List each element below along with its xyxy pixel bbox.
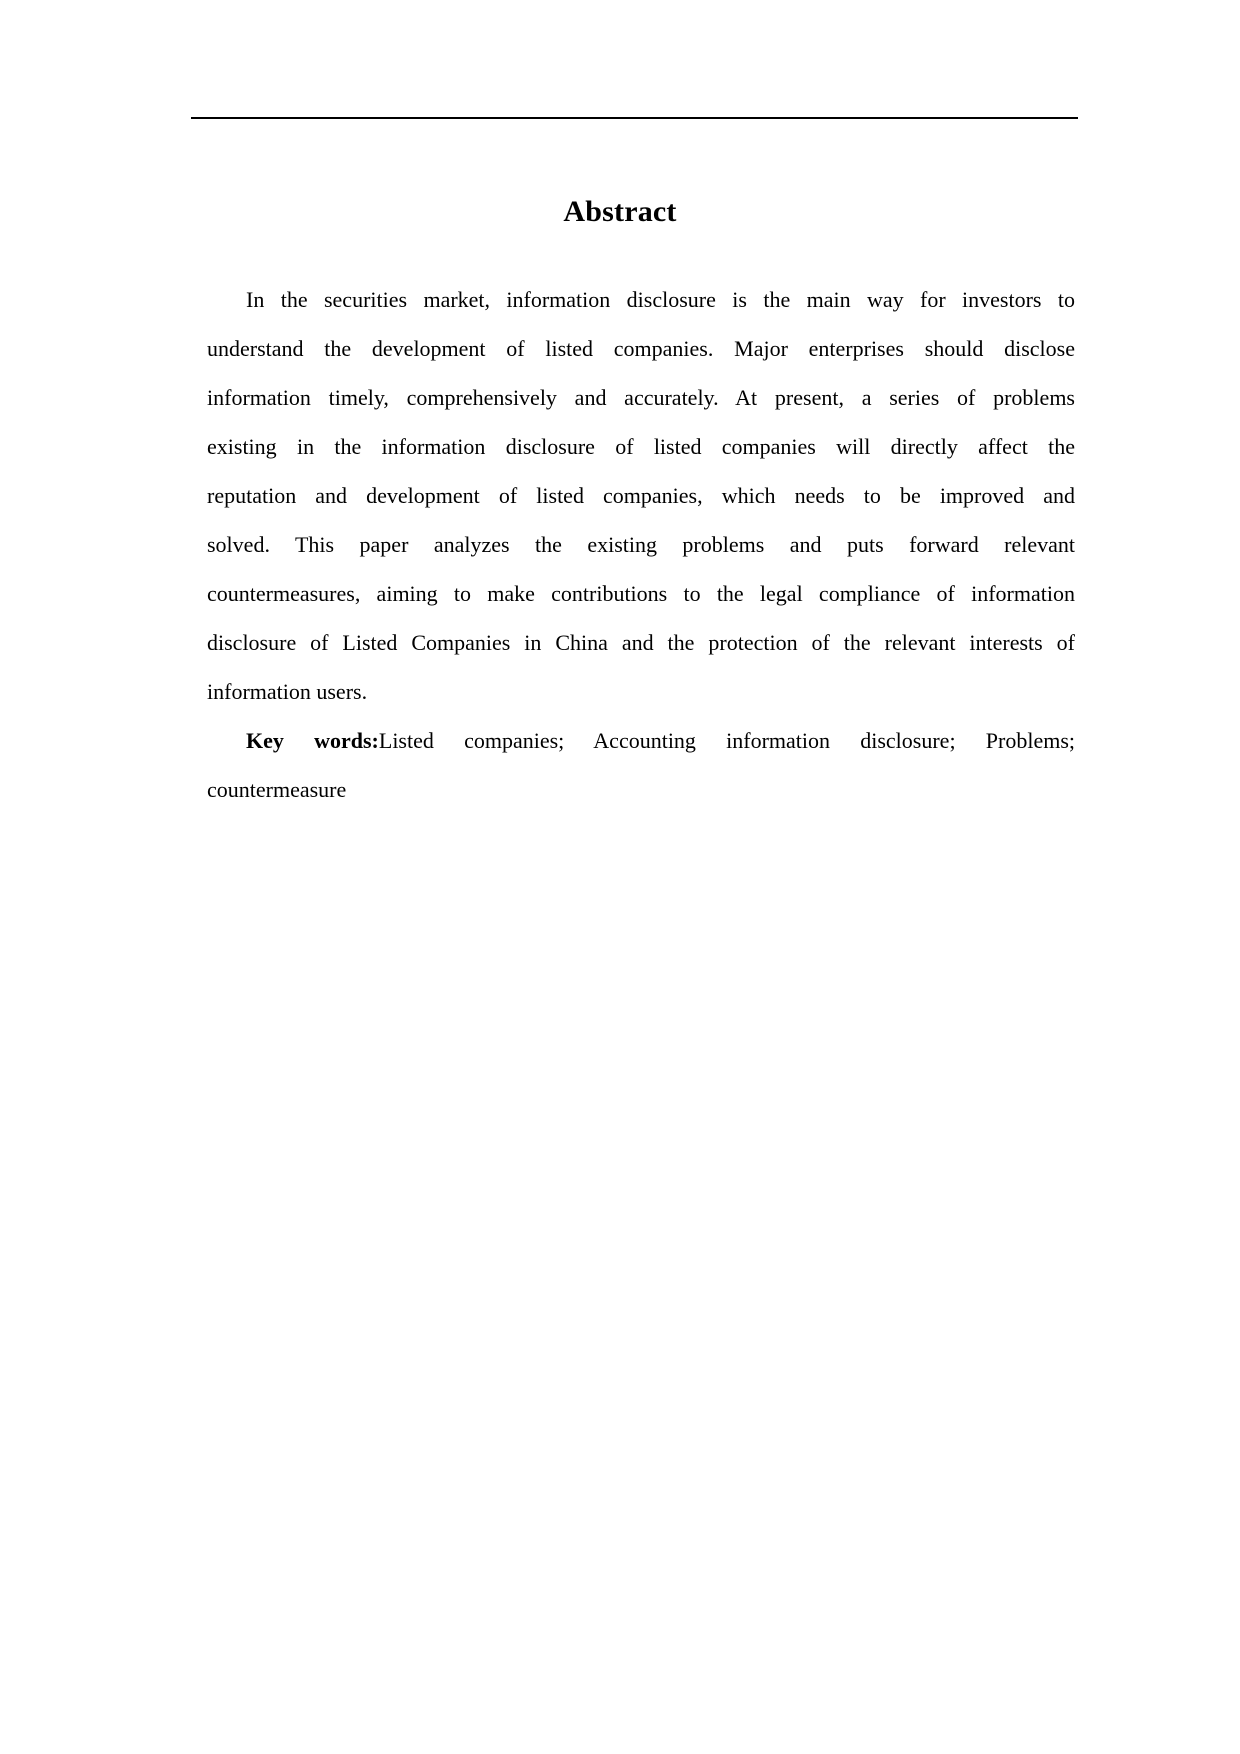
abstract-line: In the securities market, information disclosure is the main way for investors to (246, 287, 1075, 312)
abstract-line: solved. This paper analyzes the existing problems and puts forward relevant (207, 532, 1075, 557)
page-title: Abstract (563, 195, 677, 228)
keywords-label: Key words: (246, 728, 379, 753)
abstract-line: understand the development of listed companies. Major enterprises should disclose (207, 336, 1075, 361)
abstract-line: information timely, comprehensively and accurately. At present, a series of problems (207, 385, 1075, 410)
abstract-line: existing in the information disclosure of listed companies will directly affect the (207, 434, 1075, 459)
abstract-line: disclosure of Listed Companies in China and the protection of the relevant interests of (207, 630, 1075, 655)
abstract-line: countermeasures, aiming to make contributions to the legal compliance of information (207, 581, 1075, 606)
abstract-line: information users. (207, 679, 368, 704)
abstract-line: reputation and development of listed companies, which needs to be improved and (207, 483, 1075, 508)
keywords-continuation: countermeasure (207, 777, 347, 802)
header-rule (191, 117, 1078, 119)
keywords-line (207, 727, 1075, 776)
abstract-body (207, 286, 1075, 825)
keywords-text: Listed companies; Accounting information disclosure; Problems; (378, 728, 1075, 753)
